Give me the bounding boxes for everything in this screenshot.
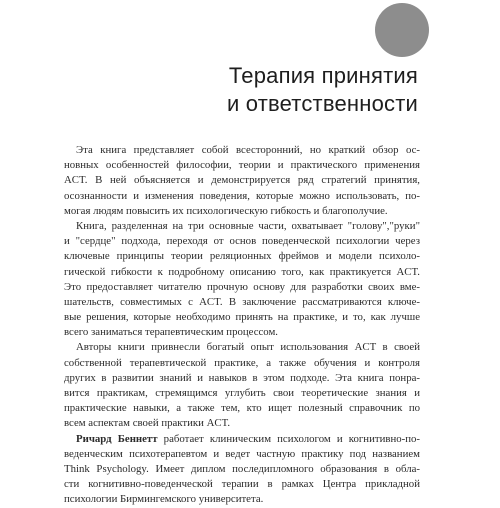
text-line xyxy=(64,432,420,447)
text-line: других в развитии знаний и навыков в этом подходе. Эта книга понра- xyxy=(64,371,420,384)
title-line-2: и ответственности xyxy=(226,91,418,116)
text-line: Книга, разделенная на три основные части, охватывает "голову","руки" xyxy=(76,219,420,232)
text-line: осознанности и изменения поведения, которые можно использовать, по- xyxy=(64,189,420,202)
text-line: вые решения, которые необходимо принять на практике, и то, как лучше xyxy=(64,311,420,324)
text-line: Это предоставляет читателю прочную основу для разработки своих вме- xyxy=(64,280,420,293)
text-line: могая людям повысить их психологическую гибкость и благополучие. xyxy=(64,204,388,217)
paragraph-3 xyxy=(64,340,420,431)
text-line: гической гибкости к подробному описанию того, как практикуется ACT. xyxy=(64,265,420,278)
paragraph-author xyxy=(64,432,420,508)
text-line: психологии Бирмингемского университета. xyxy=(64,493,264,506)
author-name: Ричард Беннетт xyxy=(76,432,158,445)
chapter-marker-circle xyxy=(375,3,429,57)
page-title xyxy=(227,62,418,118)
author-line-rest: работает клиническим психологом и когнитивно-по- xyxy=(157,432,420,445)
body-text xyxy=(64,143,420,508)
text-line: всем аспектам своей практики ACT. xyxy=(64,417,231,430)
text-line: ключевые принципы теории реляционных фреймов и модели психоло- xyxy=(64,250,420,263)
text-line: собственной терапевтической практике, а также обучения и контроля xyxy=(64,356,420,369)
text-line: вится практикам, стремящимся углубить свои теоретические знания и xyxy=(64,387,420,400)
text-line: новных особенностей философии, теории и практического применения xyxy=(64,159,420,172)
text-line: Эта книга представляет собой всесторонний, но краткий обзор ос- xyxy=(76,144,420,156)
text-line: сти когнитивно-поведенческой терапии в рамках Центра прикладной xyxy=(64,478,420,491)
text-line: ACT. В ней объясняется и демонстрируется ряд стратегий принятия, xyxy=(64,174,420,187)
title-line-1: Терапия принятия xyxy=(228,63,418,88)
text-line: веденческим психотерапевтом и ведет частную практику под названием xyxy=(64,447,420,460)
text-line: Авторы книги привнесли богатый опыт использования ACT в своей xyxy=(76,341,420,354)
text-line: и "сердце" подхода, переходя от основ поведенческой психологии через xyxy=(64,235,420,248)
text-line: Think Psychology. Имеет диплом последипломного образования в обла- xyxy=(64,462,420,475)
paragraph-2 xyxy=(64,219,420,341)
text-line: всего заниматься терапевтическим процессом. xyxy=(64,326,279,339)
text-line: практические навыки, а также тем, кто ищет полезный справочник по xyxy=(64,402,420,415)
paragraph-1 xyxy=(64,143,420,219)
text-line: шательств, совместимых с ACT. В заключение рассматриваются ключе- xyxy=(64,295,420,308)
